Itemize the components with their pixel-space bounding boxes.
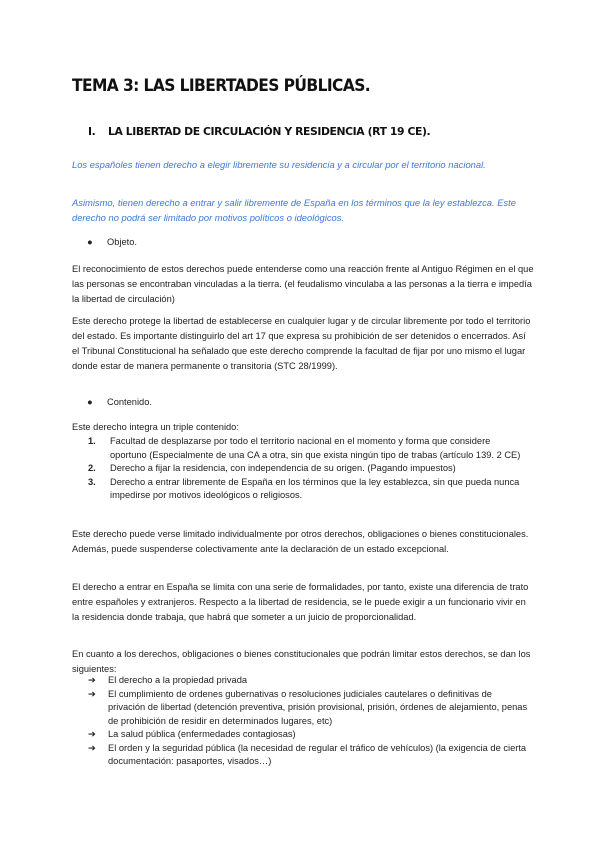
arrow-icon: ➔ [88, 688, 96, 699]
bullet-contenido [87, 397, 152, 407]
list-item-text: Derecho a entrar libremente de España en los términos que la ley establezca, sin que pueda nunca impedirse por motivos ideológicos o religiosos. [110, 476, 520, 500]
paragraph-limites: Este derecho puede verse limitado individualmente por otros derechos, obligaciones o bienes constitucionales. Además, puede suspenderse colectivamente ante la declaración de un estado excepcional. [72, 529, 529, 554]
quote-paragraph-2: Asimismo, tienen derecho a entrar y salir libremente de España en los términos que la ley establezca. Este derecho no podrá ser limitado por motivos políticos o ideológicos. [72, 197, 516, 223]
bienes-list [88, 674, 528, 769]
section-title: LA LIBERTAD DE CIRCULACIÓN Y RESIDENCIA (RT 19 CE). [108, 125, 431, 138]
list-item [88, 742, 528, 769]
list-item-text: El cumplimiento de ordenes gubernativas o resoluciones judiciales cautelares o definitivas de privación de libertad (detención preventiva, prisión provisional, prisión, órdenes de alejamiento, penas de prohibición de residir en determinados lugares, etc) [108, 688, 528, 726]
section-number: I. [88, 125, 96, 138]
bullet-dot-icon: ● [87, 237, 93, 247]
bullet-objeto-label: Objeto. [107, 237, 137, 247]
bullet-contenido-label: Contenido. [107, 397, 152, 407]
bullet-dot-icon: ● [87, 397, 93, 407]
list-number: 2. [88, 463, 96, 473]
page-title: TEMA 3: LAS LIBERTADES PÚBLICAS. [72, 76, 371, 96]
list-item [88, 728, 528, 742]
list-number: 1. [88, 436, 96, 446]
list-item [88, 688, 528, 729]
list-item-text: Facultad de desplazarse por todo el territorio nacional en el momento y forma que considere oportuno (Especialmente de una CA a otra, sin que exista ningún tipo de trabas (artículo 139. 2 CE) [110, 436, 521, 460]
list-item-text: La salud pública (enfermedades contagiosas) [108, 729, 296, 739]
list-item [88, 476, 528, 503]
paragraph-bienes-intro: En cuanto a los derechos, obligaciones o bienes constitucionales que podrán limitar estos derechos, se dan los siguientes: [72, 649, 531, 674]
list-number: 3. [88, 476, 96, 487]
arrow-icon: ➔ [88, 675, 96, 685]
section-heading [88, 125, 430, 138]
arrow-icon: ➔ [88, 742, 96, 753]
list-item [88, 462, 528, 476]
paragraph-entrada: El derecho a entrar en España se limita con una serie de formalidades, por tanto, existe una diferencia de trato entre españoles y extranjeros. Respecto a la libertad de residencia, se le puede exigir a un funcionario vivir en la residencia donde trabaja, que habrá que someter a un juicio de proporcionalidad. [72, 582, 529, 622]
list-item-text: Derecho a fijar la residencia, con independencia de su origen. (Pagando impuestos) [110, 463, 456, 473]
list-item [88, 435, 528, 462]
bullet-objeto [87, 237, 137, 247]
list-item-text: El derecho a la propiedad privada [108, 675, 248, 685]
paragraph-contenido-intro: Este derecho integra un triple contenido: [72, 422, 239, 432]
arrow-icon: ➔ [88, 729, 96, 739]
paragraph-objeto-1: El reconocimiento de estos derechos puede entenderse como una reacción frente al Antiguo Régimen en el que las personas se encontraban vinculadas a la tierra. (el feudalismo vinculaba a las personas a la tierra e impedía la libertad de circulación) [72, 264, 534, 304]
quote-paragraph-1: Los españoles tienen derecho a elegir libremente su residencia y a circular por el territorio nacional. [72, 159, 486, 170]
list-item [88, 674, 528, 688]
list-item-text: El orden y la seguridad pública (la necesidad de regular el tráfico de vehículos) (la exigencia de cierta documentación: pasaportes, visados…) [108, 742, 527, 766]
paragraph-objeto-2: Este derecho protege la libertad de establecerse en cualquier lugar y de circular libremente por todo el territorio del estado. Es importante distinguirlo del art 17 que expresa su prohibición de ser detenidos o encerrados. Así el Tribunal Constitucional ha señalado que este derecho comprende la facultad de fijar por uno mismo el lugar donde estar de manera permanente o transitoria (STC 28/1999). [72, 316, 531, 371]
contenido-list [88, 435, 528, 503]
